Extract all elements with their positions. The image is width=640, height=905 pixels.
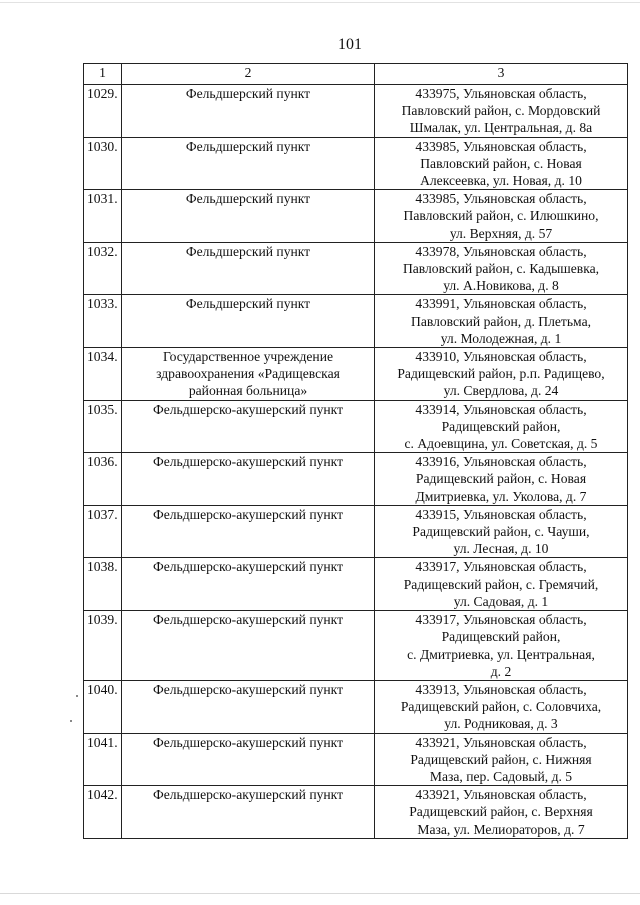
row-number: 1032. — [84, 242, 122, 295]
row-number: 1037. — [84, 505, 122, 558]
facility-address-line: 433916, Ульяновская область, — [415, 454, 587, 470]
facility-name-cell — [122, 680, 375, 733]
facility-address-line: Павловский район, с. Мордовский — [401, 103, 601, 119]
facility-address-line: 433985, Ульяновская область, — [415, 138, 587, 154]
facility-address-line: Радищевский район, с. Нижняя — [410, 751, 592, 767]
facility-address-cell — [375, 85, 628, 138]
row-number: 1036. — [84, 453, 122, 506]
facility-name-cell — [122, 137, 375, 190]
facility-address-line: 433921, Ульяновская область, — [415, 734, 587, 750]
facility-address-cell — [375, 733, 628, 786]
table-row — [84, 733, 628, 786]
facility-address-line: ул. Лесная, д. 10 — [453, 541, 549, 557]
facility-name-cell — [122, 505, 375, 558]
facility-address-line: ул. Молодежная, д. 1 — [440, 330, 562, 346]
facility-name-cell — [122, 190, 375, 243]
facility-address-line: 433917, Ульяновская область, — [415, 612, 587, 628]
facility-name-line: Фельдшерский пункт — [185, 243, 311, 259]
row-number: 1040. — [84, 680, 122, 733]
facility-name-line: Фельдшерский пункт — [185, 191, 311, 207]
facility-address-line: 433978, Ульяновская область, — [415, 243, 587, 259]
table-row — [84, 505, 628, 558]
column-header-name: 2 — [122, 64, 375, 85]
table-row — [84, 348, 628, 401]
facility-name-cell — [122, 786, 375, 839]
row-number: 1038. — [84, 558, 122, 611]
facility-name-cell — [122, 558, 375, 611]
facility-address-cell — [375, 680, 628, 733]
table-row — [84, 400, 628, 453]
facility-name-line: Фельдшерско-акушерский пункт — [152, 681, 344, 697]
row-number: 1039. — [84, 611, 122, 681]
facility-name-line: Фельдшерско-акушерский пункт — [152, 454, 344, 470]
facility-address-cell — [375, 190, 628, 243]
facility-address-line: ул. Верхняя, д. 57 — [449, 225, 553, 241]
column-header-number: 1 — [84, 64, 122, 85]
facility-name-line: Фельдшерский пункт — [185, 296, 311, 312]
facility-address-line: Радищевский район, с. Новая — [415, 471, 587, 487]
table-row — [84, 786, 628, 839]
facility-address-line: 433914, Ульяновская область, — [415, 401, 587, 417]
facility-address-line: Радищевский район, с. Верхняя — [409, 804, 593, 820]
facility-address-line: Павловский район, с. Илюшкино, — [403, 208, 599, 224]
table-body — [84, 85, 628, 839]
row-number: 1031. — [84, 190, 122, 243]
facility-name-cell — [122, 85, 375, 138]
facility-address-line: Павловский район, с. Кадышевка, — [402, 261, 600, 277]
facility-name-cell — [122, 348, 375, 401]
row-number: 1035. — [84, 400, 122, 453]
facility-name-line: Фельдшерско-акушерский пункт — [152, 506, 344, 522]
row-number: 1030. — [84, 137, 122, 190]
facility-name-line: районная больница» — [188, 383, 308, 399]
facility-address-line: ул. А.Новикова, д. 8 — [443, 278, 559, 294]
facility-address-line: Маза, ул. Мелиораторов, д. 7 — [417, 821, 585, 837]
facility-name-cell — [122, 295, 375, 348]
facility-name-line: Фельдшерско-акушерский пункт — [152, 787, 344, 803]
scan-edge-top — [0, 2, 640, 3]
facility-address-line: 433921, Ульяновская область, — [415, 787, 587, 803]
facility-address-line: Радищевский район, с. Гремячий, — [403, 576, 599, 592]
table-row — [84, 137, 628, 190]
facility-address-line: с. Адоевщина, ул. Советская, д. 5 — [404, 436, 598, 452]
facility-address-line: 433917, Ульяновская область, — [415, 559, 587, 575]
table-row — [84, 558, 628, 611]
facility-address-cell — [375, 295, 628, 348]
facility-address-line: Радищевский район, с. Чауши, — [412, 524, 590, 540]
facility-address-line: Радищевский район, — [441, 629, 561, 645]
facility-address-cell — [375, 242, 628, 295]
table-row — [84, 242, 628, 295]
table-row — [84, 453, 628, 506]
facility-address-line: Шмалак, ул. Центральная, д. 8а — [409, 120, 593, 136]
facility-name-line: Фельдшерско-акушерский пункт — [152, 612, 344, 628]
table-row — [84, 190, 628, 243]
facility-address-line: д. 2 — [490, 663, 512, 679]
table-row — [84, 680, 628, 733]
facility-address-cell — [375, 400, 628, 453]
facility-address-cell — [375, 558, 628, 611]
facility-address-line: 433991, Ульяновская область, — [415, 296, 587, 312]
facility-address-cell — [375, 786, 628, 839]
table-row — [84, 295, 628, 348]
facility-name-line: Государственное учреждение — [162, 349, 334, 365]
column-header-address: 3 — [375, 64, 628, 85]
scan-speck — [70, 720, 72, 722]
facility-address-line: Радищевский район, — [441, 418, 561, 434]
row-number: 1033. — [84, 295, 122, 348]
facility-address-line: Павловский район, д. Плетьма, — [411, 313, 591, 329]
facility-address-line: Радищевский район, с. Соловчиха, — [400, 699, 602, 715]
row-number: 1041. — [84, 733, 122, 786]
row-number: 1042. — [84, 786, 122, 839]
row-number: 1029. — [84, 85, 122, 138]
facility-registry-table — [83, 63, 628, 839]
facility-name-line: Фельдшерский пункт — [185, 86, 311, 101]
facility-address-line: ул. Родниковая, д. 3 — [444, 716, 558, 732]
facility-name-line: Фельдшерско-акушерский пункт — [152, 401, 344, 417]
page-number: 101 — [338, 36, 362, 53]
scan-speck — [76, 695, 78, 697]
facility-address-line: Павловский район, с. Новая — [420, 155, 582, 171]
facility-address-line: ул. Свердлова, д. 24 — [443, 383, 559, 399]
facility-address-line: Радищевский район, р.п. Радищево, — [397, 366, 605, 382]
table-row — [84, 85, 628, 138]
facility-address-line: 433913, Ульяновская область, — [415, 681, 587, 697]
facility-address-cell — [375, 348, 628, 401]
facility-name-cell — [122, 733, 375, 786]
facility-name-cell — [122, 242, 375, 295]
facility-name-cell — [122, 611, 375, 681]
facility-address-line: Алексеевка, ул. Новая, д. 10 — [420, 173, 582, 189]
facility-address-line: с. Дмитриевка, ул. Центральная, — [407, 646, 595, 662]
facility-address-line: 433915, Ульяновская область, — [415, 506, 587, 522]
facility-name-line: Фельдшерско-акушерский пункт — [152, 734, 344, 750]
facility-address-line: 433910, Ульяновская область, — [415, 349, 587, 365]
facility-name-cell — [122, 453, 375, 506]
facility-name-line: Фельдшерский пункт — [185, 138, 311, 154]
facility-address-line: Дмитриевка, ул. Уколова, д. 7 — [415, 488, 587, 504]
facility-name-cell — [122, 400, 375, 453]
facility-name-line: здравоохранения «Радищевская — [156, 366, 340, 382]
facility-address-cell — [375, 611, 628, 681]
table-header-row — [84, 64, 628, 85]
facility-address-cell — [375, 137, 628, 190]
row-number: 1034. — [84, 348, 122, 401]
facility-address-cell — [375, 505, 628, 558]
facility-name-line: Фельдшерско-акушерский пункт — [152, 559, 344, 575]
scan-edge-bottom — [0, 893, 640, 894]
facility-address-line: Маза, пер. Садовый, д. 5 — [429, 768, 573, 784]
facility-address-line: 433985, Ульяновская область, — [415, 191, 587, 207]
table-row — [84, 611, 628, 681]
facility-address-line: ул. Садовая, д. 1 — [453, 593, 549, 609]
facility-address-line: 433975, Ульяновская область, — [415, 86, 587, 101]
facility-address-cell — [375, 453, 628, 506]
